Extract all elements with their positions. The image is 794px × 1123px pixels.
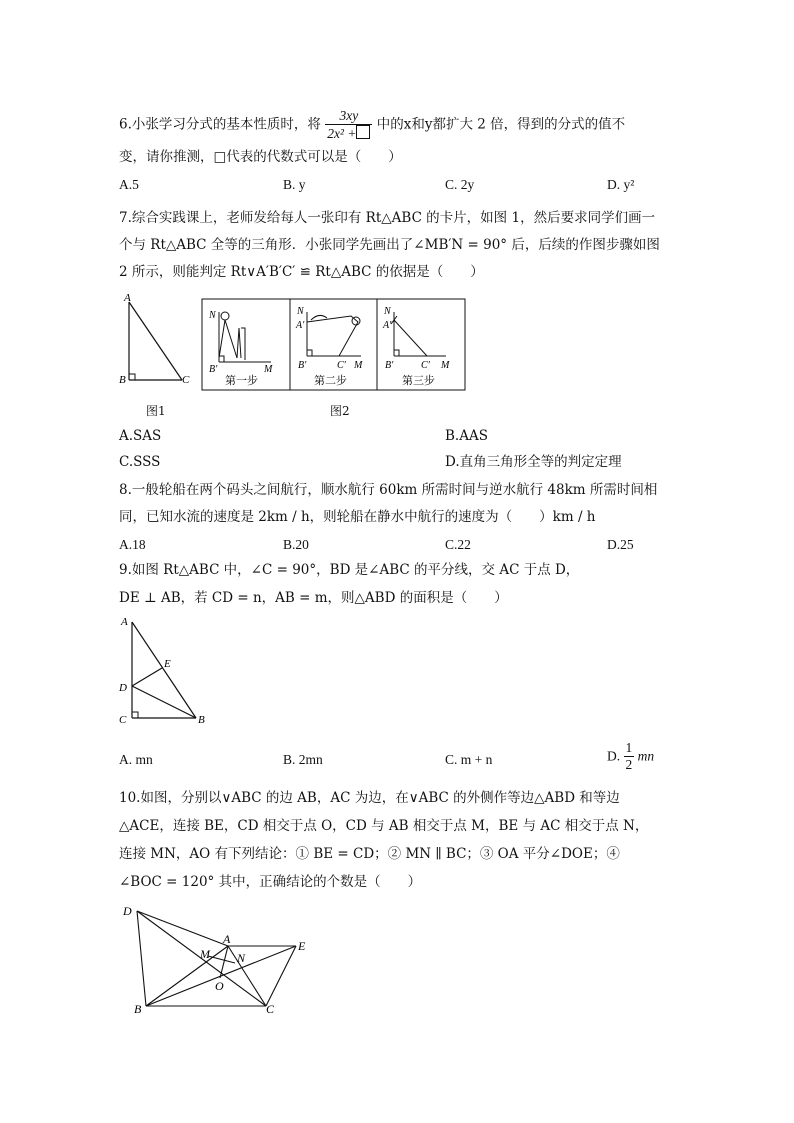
fig2-step3-label-m: M bbox=[441, 360, 450, 371]
q6-option-b: B. y bbox=[283, 177, 306, 192]
q10-label-e: E bbox=[298, 939, 306, 953]
q6-option-a: A.5 bbox=[119, 177, 139, 192]
step-2-label: 第二步 bbox=[314, 375, 347, 387]
q7-figure-1 bbox=[110, 290, 200, 390]
step-1-label: 第一步 bbox=[225, 375, 258, 387]
q8-option-b: B.20 bbox=[283, 537, 309, 552]
q10-label-c: C bbox=[266, 1002, 275, 1016]
q9-option-d: D. $\frac{1}{2}$ mn bbox=[607, 740, 655, 772]
q9-label-d: D bbox=[119, 682, 127, 694]
q7-option-c: C.SSS bbox=[119, 454, 161, 470]
q10-line3: 连接 MN，AO 有下列结论：① BE = CD；② MN ∥ BC；③ OA 平分∠DOE；④ bbox=[119, 846, 620, 862]
fig2-step3-label-a: A′ bbox=[383, 320, 392, 331]
fig2-step1-label-n: N bbox=[209, 310, 216, 321]
fig2-step2-label-m: M bbox=[354, 360, 363, 371]
step-3-label: 第三步 bbox=[402, 375, 435, 387]
q9-line2: DE ⊥ AB，若 CD = n，AB = m，则△ABD 的面积是（ ） bbox=[119, 590, 508, 606]
q6-fraction-denominator: 2x² + bbox=[325, 125, 372, 142]
placeholder-box bbox=[356, 125, 370, 139]
q6-suffix: 中的x和y都扩大 2 倍，得到的分式的值不 bbox=[376, 116, 626, 133]
q7-line3: 2 所示，则能判定 Rt∨A′B′C′ ≌ Rt△ABC 的依据是（ ） bbox=[119, 264, 484, 280]
q9-label-c: C bbox=[119, 714, 127, 726]
fig2-step2-label-b: B′ bbox=[298, 360, 307, 371]
q9-label-e: E bbox=[164, 658, 171, 670]
q6-prefix: 6.小张学习分式的基本性质时，将 bbox=[119, 116, 321, 133]
fig2-step3-label-b: B′ bbox=[385, 360, 394, 371]
fig1-label-c: C bbox=[182, 374, 190, 386]
q7-fig1-caption: 图1 bbox=[146, 404, 166, 418]
q9-label-a: A bbox=[121, 616, 128, 628]
q7-option-b: B.AAS bbox=[445, 428, 488, 444]
q10-figure bbox=[118, 900, 318, 1018]
q10-label-o: O bbox=[215, 979, 224, 993]
q8-option-d: D.25 bbox=[607, 537, 634, 552]
q9-option-b: B. 2mn bbox=[283, 752, 323, 767]
fig2-step3-label-c: C′ bbox=[421, 360, 430, 371]
fig1-label-b: B bbox=[119, 374, 126, 386]
q10-label-a: A bbox=[223, 932, 231, 946]
fig2-step2-label-n: N bbox=[297, 306, 304, 317]
fig1-label-a: A bbox=[124, 292, 131, 304]
q8-line2: 同，已知水流的速度是 2km / h，则轮船在静水中航行的速度为（ ）km / h bbox=[119, 509, 596, 525]
fig2-step1-label-b: B′ bbox=[209, 364, 218, 375]
q9-option-d-fraction: $\frac{1}{2}$ bbox=[625, 740, 633, 772]
fig2-step2-label-a: A′ bbox=[296, 320, 305, 331]
q7-option-d: D.直角三角形全等的判定定理 bbox=[445, 454, 622, 470]
q7-fig2-caption: 图2 bbox=[330, 404, 350, 418]
q9-figure bbox=[112, 612, 212, 730]
q8-line1: 8.一般轮船在两个码头之间航行，顺水航行 60km 所需时间与逆水航行 48km 所需时间相 bbox=[119, 482, 658, 498]
q6-line2: 变，请你推测，□代表的代数式可以是（ ） bbox=[119, 149, 402, 165]
q8-option-a: A.18 bbox=[119, 537, 146, 552]
q10-line4: ∠BOC = 120° 其中，正确结论的个数是（ ） bbox=[119, 874, 422, 890]
q10-label-m: M bbox=[200, 947, 210, 961]
fig2-step2-label-c: C′ bbox=[337, 360, 346, 371]
q6-fraction-numerator: 3xy bbox=[325, 108, 372, 125]
q10-label-d: D bbox=[123, 904, 132, 918]
q10-label-b: B bbox=[134, 1002, 142, 1016]
q6-line1 bbox=[119, 108, 625, 142]
q9-option-a: A. mn bbox=[119, 752, 153, 767]
q9-option-c: C. m + n bbox=[445, 752, 493, 767]
q7-line2: 个与 Rt△ABC 全等的三角形．小张同学先画出了∠MB′N = 90° 后，后续的作图步骤如图 bbox=[119, 237, 660, 253]
q6-option-c: C. 2y bbox=[445, 177, 475, 192]
q9-line1: 9.如图 Rt△ABC 中，∠C = 90°，BD 是∠ABC 的平分线，交 AC 于点 D， bbox=[119, 562, 580, 578]
q7-option-a: A.SAS bbox=[119, 428, 162, 444]
q6-option-d: D. y² bbox=[607, 177, 635, 192]
q10-line2: △ACE，连接 BE，CD 相交于点 O，CD 与 AB 相交于点 M，BE 与 AC 相交于点 N， bbox=[119, 818, 649, 834]
fig2-step1-label-m: M bbox=[264, 364, 273, 375]
q7-line1: 7.综合实践课上，老师发给每人一张印有 Rt△ABC 的卡片，如图 1，然后要求同学们画一 bbox=[119, 210, 656, 226]
q9-label-b: B bbox=[198, 714, 205, 726]
q10-line1: 10.如图，分别以∨ABC 的边 AB，AC 为边，在∨ABC 的外侧作等边△ABD 和等边 bbox=[119, 790, 620, 806]
q7-figure-2 bbox=[201, 298, 466, 393]
fig2-step3-label-n: N bbox=[384, 306, 391, 317]
q10-label-n: N bbox=[237, 951, 246, 965]
q8-option-c: C.22 bbox=[445, 537, 471, 552]
q6-fraction bbox=[325, 108, 372, 142]
